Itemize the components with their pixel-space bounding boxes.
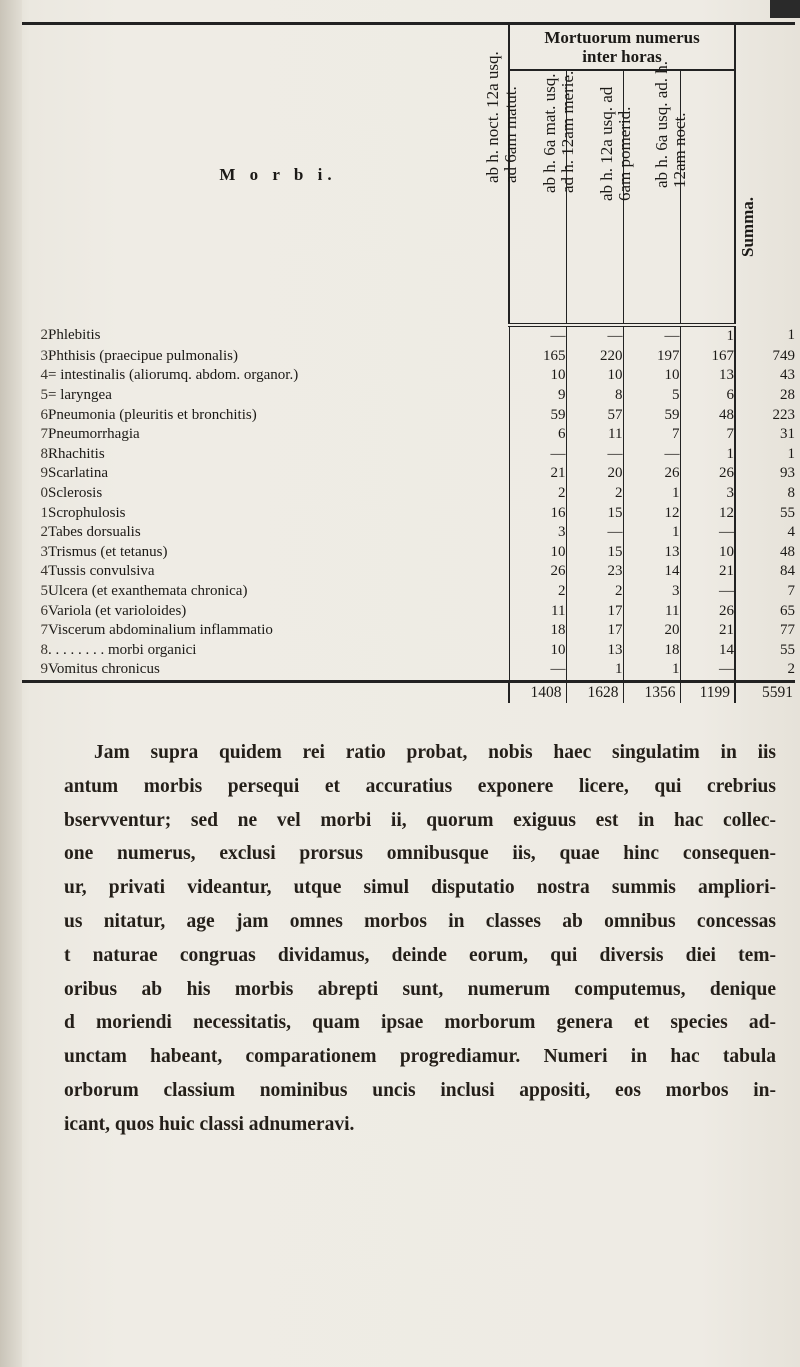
row-sum-cell: 1 [787,327,796,344]
count-cell: 10 [509,543,566,563]
count-cell: — [566,445,623,465]
disease-name: Phthisis (praecipue pulmonalis) [48,347,509,367]
count-cell: — [509,325,566,347]
count-cell: 1 [623,660,680,681]
row-number: 4 [40,563,48,580]
disease-name: = laryngea [48,386,509,406]
table-row [22,386,795,406]
count-cell: 18 [623,641,680,661]
row-sum-cell: 77 [780,622,796,639]
count-cell: 11 [623,601,680,621]
count-cell: 26 [680,464,735,484]
count-cell: — [509,445,566,465]
table-row [22,464,795,484]
col-morning-noon-header: ab h. 6a mat. usq. ad h. 12am merie. [566,70,623,325]
row-number: 0 [40,485,48,502]
count-cell: 10 [566,366,623,386]
count-cell: 13 [680,366,735,386]
table-row [22,325,795,347]
table-row [22,445,795,465]
count-cell: 14 [680,641,735,661]
header-spacer [22,24,48,326]
disease-name: . . . . . . . . morbi organici [48,641,509,661]
table-row [22,405,795,425]
paragraph-line: orborum classium nominibus uncis inclusi appositi, eos morbos in- [64,1079,776,1101]
row-number: 1 [40,504,48,521]
row-sum-cell: 223 [772,406,796,423]
table-row [22,601,795,621]
total-cell: 1199 [680,681,735,703]
count-cell: 23 [566,562,623,582]
count-cell: 13 [623,543,680,563]
paragraph-line: one numerus, exclusi prorsus omnibusque iis, quae hinc consequen- [64,843,776,865]
col-noon-evening-header: ab h. 12a usq. ad 6am pomerid. [623,70,680,325]
hours-group-line1: Mortuorum numerus [544,28,700,47]
count-cell: — [566,325,623,347]
row-number: 3 [40,347,48,364]
mortality-table [22,22,795,703]
count-cell: 7 [680,425,735,445]
paragraph-line: us nitatur, age jam omnes morbos in classes ab omnibus concessas [64,910,776,932]
total-cell: 1628 [566,681,623,703]
row-sum-cell: 43 [780,367,796,384]
count-cell: 7 [623,425,680,445]
paragraph-line: antum morbis persequi et accuratius exponere licere, qui crebrius [64,775,776,797]
row-number: 8 [40,445,48,462]
disease-name: Pneumonia (pleuritis et bronchitis) [48,405,509,425]
count-cell: 15 [566,503,623,523]
disease-name: Ulcera (et exanthemata chronica) [48,582,509,602]
count-cell: 10 [509,641,566,661]
count-cell: 2 [566,484,623,504]
row-sum-cell: 31 [780,426,796,443]
count-cell: 1 [566,660,623,681]
count-cell: 13 [566,641,623,661]
row-sum-cell: 65 [780,602,796,619]
count-cell: 3 [509,523,566,543]
disease-name: = intestinalis (aliorumq. abdom. organor.) [48,366,509,386]
disease-name: Scrophulosis [48,503,509,523]
count-cell: 57 [566,405,623,425]
count-cell: 11 [509,601,566,621]
col-evening-midnight-header: ab h. 6a usq. ad. h. 12am noct. [680,70,735,325]
count-cell: 10 [623,366,680,386]
count-cell: 1 [623,484,680,504]
paragraph-line: t naturae congruas dividamus, deinde eorum, qui diversis diei tem- [64,944,776,966]
paragraph-line: ur, privati videantur, utque simul disputatio nostra summis ampliori- [64,877,776,899]
count-cell: 2 [509,582,566,602]
paragraph-line: d moriendi necessitatis, quam ipsae morborum genera et species ad- [64,1012,776,1034]
count-cell: 165 [509,347,566,367]
row-sum-cell: 2 [787,661,796,678]
body-paragraph [64,736,776,1142]
row-number: 5 [40,583,48,600]
row-number: 2 [40,327,48,344]
count-cell: 26 [680,601,735,621]
row-number: 7 [40,426,48,443]
summa-header: Summa. [737,197,757,258]
disease-name: Phlebitis [48,325,509,347]
page-gutter [0,0,22,1367]
count-cell: 10 [680,543,735,563]
count-cell: — [566,523,623,543]
disease-name: Trismus (et tetanus) [48,543,509,563]
count-cell: 10 [509,366,566,386]
table-row [22,503,795,523]
paragraph-line: bservventur; sed ne vel morbi ii, quorum exiguus est in hac collec- [64,809,776,831]
table-row [22,543,795,563]
col-night-morning-header: ab h. noct. 12a usq. ad 6am matut. [509,70,566,325]
disease-name: Pneumorrhagia [48,425,509,445]
count-cell: — [680,660,735,681]
row-sum-cell: 4 [787,524,796,541]
count-cell: 5 [623,386,680,406]
count-cell: 6 [509,425,566,445]
count-cell: 21 [680,621,735,641]
row-sum-cell: 84 [780,563,796,580]
table-row [22,582,795,602]
row-sum-cell: 1 [787,445,796,462]
count-cell: — [623,445,680,465]
count-cell: 16 [509,503,566,523]
count-cell: 11 [566,425,623,445]
table-row [22,484,795,504]
count-cell: — [623,325,680,347]
count-cell: — [680,582,735,602]
count-cell: 197 [623,347,680,367]
total-cell: 1356 [623,681,680,703]
row-number: 4 [40,367,48,384]
hours-group-heading [509,24,735,71]
row-sum-cell: 7 [787,583,796,600]
row-sum-cell: 48 [780,543,796,560]
row-number: 2 [40,524,48,541]
count-cell: 18 [509,621,566,641]
count-cell: 59 [623,405,680,425]
count-cell: 48 [680,405,735,425]
count-cell: 1 [680,445,735,465]
disease-name: Viscerum abdominalium inflammatio [48,621,509,641]
table-row [22,660,795,681]
table-row [22,425,795,445]
total-cell: 1408 [509,681,566,703]
row-sum-cell: 28 [780,387,796,404]
table-row [22,621,795,641]
row-number: 6 [40,406,48,423]
row-sum-cell: 55 [780,504,796,521]
table-row [22,562,795,582]
row-number: 7 [40,622,48,639]
disease-name: Tussis convulsiva [48,562,509,582]
count-cell: 2 [509,484,566,504]
count-cell: 220 [566,347,623,367]
count-cell: — [680,523,735,543]
table-row [22,347,795,367]
disease-name: Rhachitis [48,445,509,465]
count-cell: 15 [566,543,623,563]
table-row [22,523,795,543]
table-body [22,325,795,681]
disease-name: Variola (et varioloides) [48,601,509,621]
count-cell: 1 [680,325,735,347]
count-cell: 20 [623,621,680,641]
count-cell: 20 [566,464,623,484]
paragraph-line: Jam supra quidem rei ratio probat, nobis haec singulatim in iis [94,742,776,763]
row-sum-cell: 749 [772,347,796,364]
row-number: 5 [40,387,48,404]
count-cell: 167 [680,347,735,367]
count-cell: 12 [623,503,680,523]
count-cell: 26 [623,464,680,484]
count-cell: 12 [680,503,735,523]
count-cell: 2 [566,582,623,602]
page-corner-mark [770,0,800,18]
count-cell: — [509,660,566,681]
row-number: 3 [40,543,48,560]
table-row [22,366,795,386]
paragraph-line: icant, quos huic classi adnumeravi. [64,1113,355,1135]
row-sum-cell: 93 [780,465,796,482]
count-cell: 59 [509,405,566,425]
row-number: 8 [40,641,48,658]
row-number: 9 [40,465,48,482]
row-number: 6 [40,602,48,619]
count-cell: 17 [566,621,623,641]
paragraph-line: oribus ab his morbis abrepti sunt, numerum computemus, denique [64,978,776,1000]
count-cell: 3 [623,582,680,602]
count-cell: 3 [680,484,735,504]
count-cell: 21 [680,562,735,582]
paragraph-line: unctam habeant, comparationem progrediamur. Numeri in hac tabula [64,1046,776,1068]
table-row [22,641,795,661]
count-cell: 21 [509,464,566,484]
grand-total-cell: 5591 [735,681,795,703]
row-sum-cell: 55 [780,641,796,658]
count-cell: 9 [509,386,566,406]
disease-name: Scarlatina [48,464,509,484]
hours-group-line2: inter horas [582,47,662,66]
count-cell: 8 [566,386,623,406]
disease-name: Tabes dorsualis [48,523,509,543]
totals-row [22,681,795,703]
morbi-heading: M o r b i. [48,24,509,326]
disease-name: Vomitus chronicus [48,660,509,681]
count-cell: 1 [623,523,680,543]
count-cell: 6 [680,386,735,406]
summa-header-cell [735,24,795,326]
disease-name: Sclerosis [48,484,509,504]
count-cell: 26 [509,562,566,582]
row-number: 9 [40,661,48,678]
count-cell: 14 [623,562,680,582]
count-cell: 17 [566,601,623,621]
row-sum-cell: 8 [787,485,796,502]
